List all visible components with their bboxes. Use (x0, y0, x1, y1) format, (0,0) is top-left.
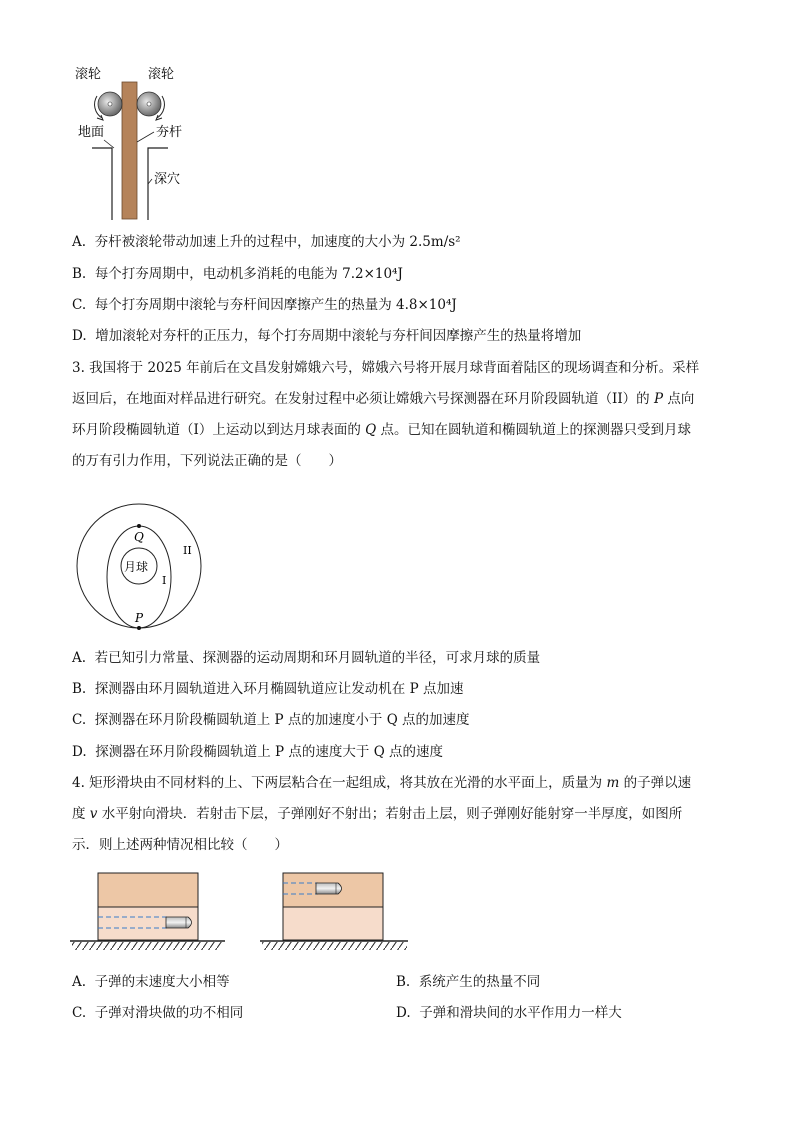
label-roller-right: 滚轮 (148, 67, 175, 82)
q4-stem-line2: 度 v 水平射向滑块．若射击下层，子弹刚好不射出；若射击上层，则子弹刚好能射穿一半厚度，如图所 (72, 806, 683, 822)
label-orbit-I: I (162, 574, 167, 587)
label-pit: 深穴 (154, 172, 181, 187)
q3-option-c: C. 探测器在环月阶段椭圆轨道上 P 点的加速度小于 Q 点的加速度 (72, 712, 470, 728)
figure-roller-rod (70, 62, 220, 224)
rod (122, 82, 137, 219)
figure-orbits (74, 500, 206, 634)
q2-option-d: D. 增加滚轮对夯杆的正压力，每个打夯周期中滚轮与夯杆间因摩擦产生的热量将增加 (72, 328, 582, 344)
q3-option-d: D. 探测器在环月阶段椭圆轨道上 P 点的速度大于 Q 点的速度 (72, 744, 444, 760)
q3-option-a: A. 若已知引力常量、探测器的运动周期和环月圆轨道的半径，可求月球的质量 (72, 650, 541, 666)
label-moon: 月球 (124, 560, 149, 574)
block-right (283, 873, 383, 940)
q4-option-d: D. 子弹和滑块间的水平作用力一样大 (396, 1005, 622, 1021)
point-Q (137, 524, 141, 528)
label-ground: 地面 (78, 125, 105, 140)
label-rod: 夯杆 (156, 125, 183, 140)
q3-stem-line3: 环月阶段椭圆轨道（I）上运动以到达月球表面的 Q 点。已知在圆轨道和椭圆轨道上的探测器只受到月球 (72, 422, 691, 438)
label-orbit-II: II (183, 544, 192, 557)
ground-pit-left (92, 148, 112, 220)
ground-right (260, 941, 408, 950)
bullet-right (316, 883, 342, 894)
q3-stem-line1: 3. 我国将于 2025 年前后在文昌发射嫦娥六号，嫦娥六号将开展月球背面着陆区的现场调查和分析。采样 (72, 360, 700, 376)
q3-stem-line2: 返回后，在地面对样品进行研究。在发射过程中必须让嫦娥六号探测器在环月阶段圆轨道（II）的 P 点向 (72, 391, 695, 407)
q2-option-b: B. 每个打夯周期中，电动机多消耗的电能为 7.2×10⁴J (72, 266, 403, 282)
q3-option-b: B. 探测器由环月圆轨道进入环月椭圆轨道应让发动机在 P 点加速 (72, 681, 464, 697)
block-left (98, 873, 198, 940)
q2-option-a: A. 夯杆被滚轮带动加速上升的过程中，加速度的大小为 2.5m/s² (72, 234, 461, 250)
q4-option-b: B. 系统产生的热量不同 (396, 974, 541, 990)
label-P: P (135, 611, 144, 625)
q4-option-c: C. 子弹对滑块做的功不相同 (72, 1005, 244, 1021)
bullet-left (166, 917, 192, 928)
q4-stem-line3: 示．则上述两种情况相比较（ ） (72, 837, 288, 853)
figure-bullet-blocks (70, 868, 412, 958)
q4-option-a: A. 子弹的末速度大小相等 (72, 974, 230, 990)
q3-stem-line4: 的万有引力作用，下列说法正确的是（ ） (72, 453, 342, 469)
q4-stem-line1: 4. 矩形滑块由不同材料的上、下两层粘合在一起组成，将其放在光滑的水平面上，质量为 m 的子弹以速 (72, 775, 692, 791)
point-P (137, 626, 141, 630)
label-roller-left: 滚轮 (75, 67, 102, 82)
label-Q: Q (134, 530, 144, 544)
q2-option-c: C. 每个打夯周期中滚轮与夯杆间因摩擦产生的热量为 4.8×10⁴J (72, 297, 457, 313)
ground-left (70, 941, 225, 950)
